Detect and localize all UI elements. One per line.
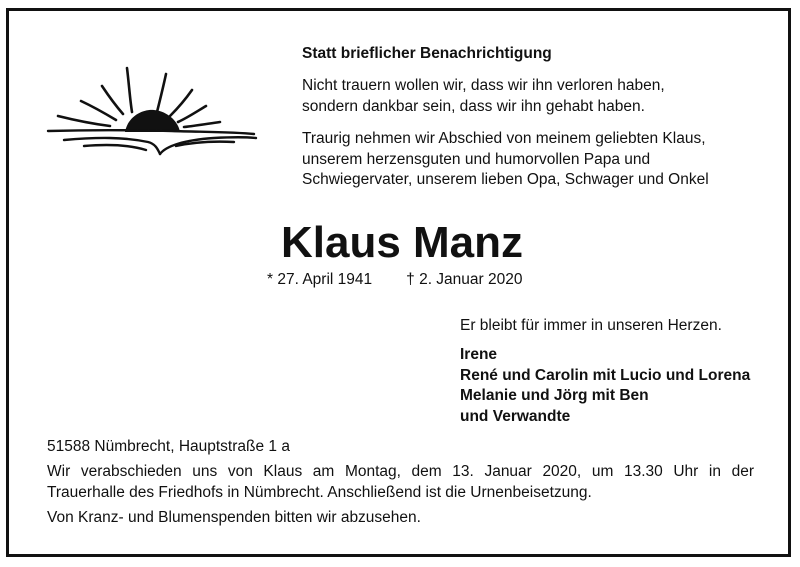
mourner: und Verwandte xyxy=(460,407,571,425)
service-info xyxy=(47,461,754,503)
tribute-line: Er bleibt für immer in unseren Herzen. xyxy=(460,317,722,334)
mourner: René und Carolin mit Lucio und Lorena xyxy=(460,366,751,384)
mourner: Irene xyxy=(460,346,498,363)
birth-date: * 27. April 1941 xyxy=(267,271,373,288)
verse-line: Nicht trauern wollen wir, dass wir ihn verloren haben, xyxy=(302,77,665,94)
setting-sun-icon xyxy=(44,64,258,160)
service-line: Wir verabschieden uns von Klaus am Montag, dem 13. Januar 2020, um 13.30 Uhr in der xyxy=(47,463,754,480)
deceased-name-text: Klaus Manz xyxy=(280,218,524,267)
farewell-line: Schwiegervater, unserem lieben Opa, Schwager und Onkel xyxy=(302,171,709,188)
life-dates xyxy=(267,270,522,290)
mourners-list xyxy=(460,345,750,427)
intro-text xyxy=(302,44,772,203)
service-line: Trauerhalle des Friedhofs in Nümbrecht. Anschließend ist die Urnenbeisetzung. xyxy=(47,484,592,501)
verse-line: sondern dankbar sein, dass wir ihn gehabt haben. xyxy=(302,97,645,115)
farewell-line: Traurig nehmen wir Abschied von meinem geliebten Klaus, xyxy=(302,130,706,147)
family-address: 51588 Nümbrecht, Hauptstraße 1 a xyxy=(47,438,290,455)
farewell-text xyxy=(302,129,772,191)
mourner: Melanie und Jörg mit Ben xyxy=(460,387,649,404)
notice-heading: Statt brieflicher Benachrichtigung xyxy=(302,45,552,62)
deceased-name xyxy=(0,216,800,270)
verse xyxy=(302,76,772,117)
death-date: † 2. Januar 2020 xyxy=(406,271,523,288)
farewell-line: unserem herzensguten und humorvollen Papa und xyxy=(302,150,651,168)
donation-request: Von Kranz- und Blumenspenden bitten wir abzusehen. xyxy=(47,509,421,526)
